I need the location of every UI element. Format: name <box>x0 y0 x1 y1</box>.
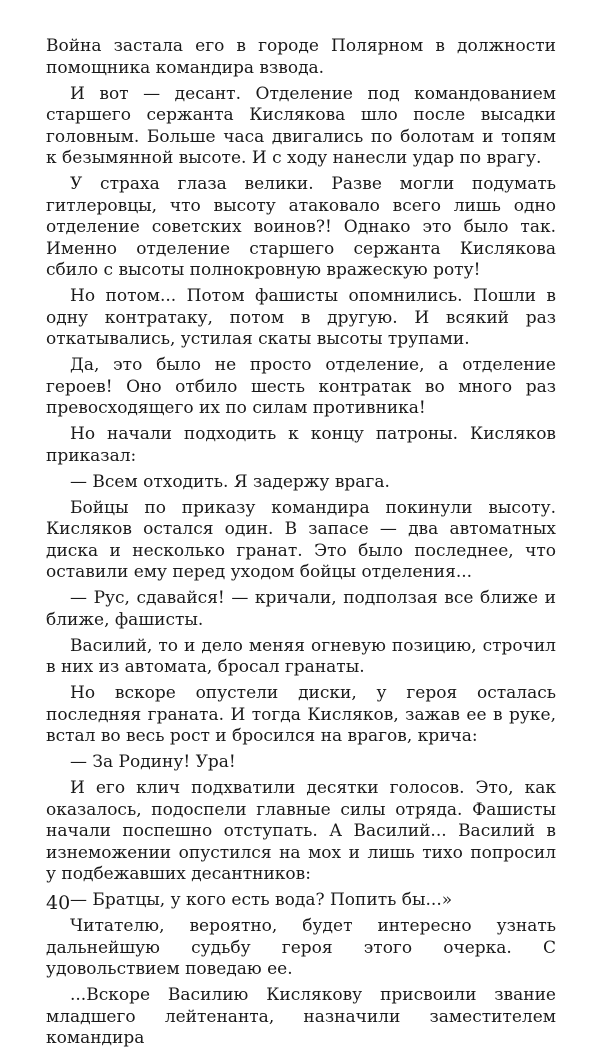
paragraph: И его клич подхватили десятки голосов. Это, как оказалось, подоспели главные силы отряда. Фашисты начали поспешно отступать. А Василий... Василий в изнеможении опустился на мох и лишь тихо попросил у подбежавших десантников: <box>46 778 556 884</box>
paragraph: Но потом... Потом фашисты опомнились. Пошли в одну контратаку, потом в другую. И всякий раз откатывались, устилая скаты высоты трупами. <box>46 286 556 349</box>
paragraph: И вот — десант. Отделение под командованием старшего сержанта Кислякова шло после высадки головным. Больше часа двигались по болотам и топям к безымянной высоте. И с ходу нанесли удар по врагу. <box>46 83 556 168</box>
paragraph: Бойцы по приказу командира покинули высоту. Кисляков остался один. В запасе — два автоматных диска и несколько гранат. Это было последнее, что оставили ему перед уходом бойцы отделения... <box>46 497 556 582</box>
body-text <box>46 36 556 1054</box>
paragraph: Читателю, вероятно, будет интересно узнать дальнейшую судьбу героя этого очерка. С удовольствием поведаю ее. <box>46 916 556 979</box>
paragraph: Война застала его в городе Полярном в должности помощника командира взвода. <box>46 36 556 78</box>
paragraph: ...Вскоре Василию Кислякову присвоили звание младшего лейтенанта, назначили заместителем командира <box>46 985 556 1048</box>
page-number: 40 <box>46 892 71 914</box>
paragraph: — Братцы, у кого есть вода? Попить бы...» <box>70 890 453 910</box>
paragraph: — За Родину! Ура! <box>70 752 236 772</box>
paragraph: Но начали подходить к концу патроны. Кисляков приказал: <box>46 424 556 466</box>
paragraph: — Рус, сдавайся! — кричали, подползая все ближе и ближе, фашисты. <box>46 588 556 630</box>
paragraph: — Всем отходить. Я задержу врага. <box>70 471 390 492</box>
paragraph: У страха глаза велики. Разве могли подумать гитлеровцы, что высоту атаковало всего лишь одно отделение советских воинов?! Однако это было так. Именно отделение старшего сержанта Кислякова сбило с высоты полнокровную вражескую роту! <box>46 174 556 280</box>
paragraph: Да, это было не просто отделение, а отделение героев! Оно отбило шесть контратак во много раз превосходящего их по силам противника! <box>46 355 556 418</box>
paragraph: Василий, то и дело меняя огневую позицию, строчил в них из автомата, бросал гранаты. <box>46 635 556 677</box>
paragraph: Но вскоре опустели диски, у героя осталась последняя граната. И тогда Кисляков, зажав ее в руке, встал во весь рост и бросился на врагов, крича: <box>46 683 556 746</box>
